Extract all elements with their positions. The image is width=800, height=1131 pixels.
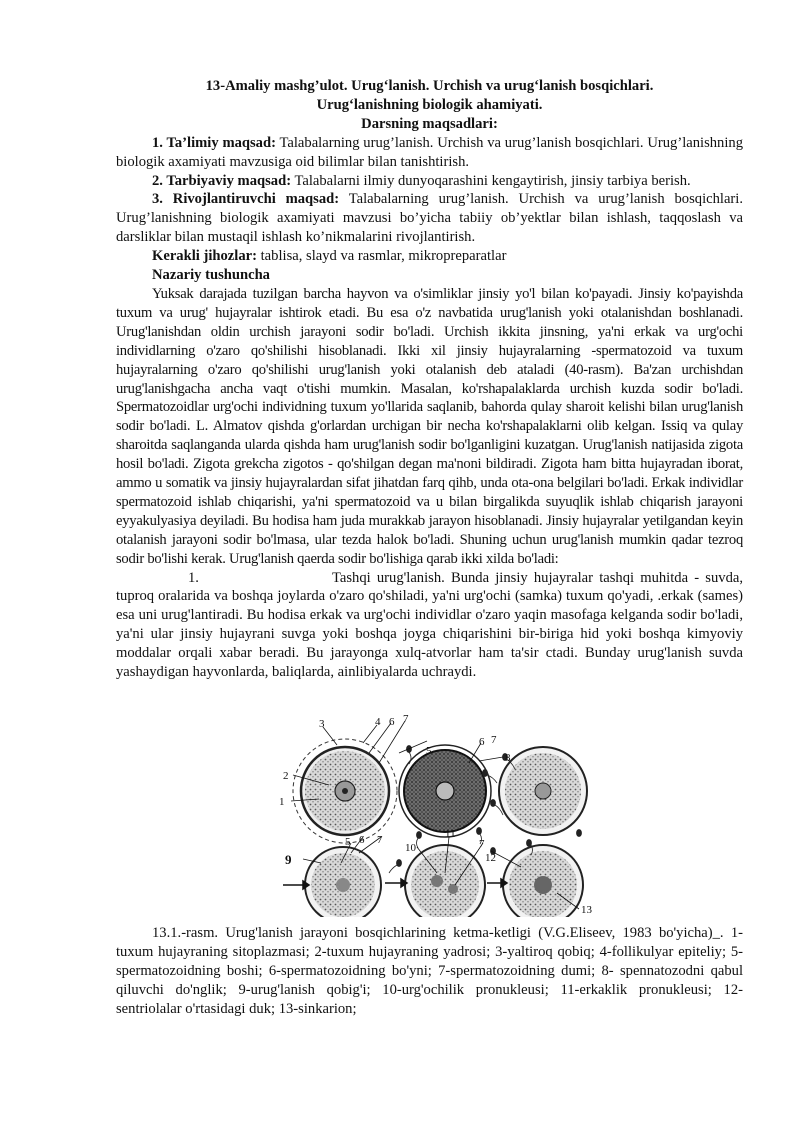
egg-stage-2 — [399, 745, 491, 837]
figure-label: 7 — [491, 734, 497, 746]
figure-label: 5 — [345, 836, 351, 848]
figure-label: 4 — [375, 716, 381, 728]
lesson-subtitle: Urug‘lanishning biologik ahamiyati. — [316, 96, 543, 113]
figure-label: 6 — [479, 736, 485, 748]
figure-label: 7 — [403, 713, 409, 725]
figure-label: 11 — [445, 828, 456, 840]
list-number: 1. — [188, 569, 199, 586]
document-page — [116, 74, 743, 1019]
section-heading: Nazariy tushuncha — [152, 267, 270, 284]
figure-label: 3 — [319, 718, 325, 730]
figure-label: 8 — [505, 752, 511, 764]
goal-text: Talabalarni ilmiy dunyoqarashini kengaytirish, jinsiy tarbiya berish. — [291, 172, 691, 189]
egg-stage-6 — [503, 845, 583, 917]
egg-stage-3 — [499, 747, 587, 835]
figure-label: 7 — [479, 838, 485, 850]
figure-label: 13 — [581, 904, 592, 916]
egg-stage-4 — [305, 847, 381, 917]
goal-text: Talabalarning urug’lanish. Urchish va urug’lanish bosqichlari. Urug’lanishning biologik axamiyati mavzusiga oid bilimlar bilan tanishtirish. — [116, 134, 743, 170]
egg-stage-5 — [405, 845, 485, 917]
theory-paragraph: Yuksak darajada tuzilgan barcha hayvon va o'simliklar jinsiy yo'l bilan ko'payadi. Jinsiy ko'payishda tuxum va urug' hujayralar ishtirok etadi. Bu esa o'z navbatida urug'lanish yoki otalanishdan boshlanadi. Urug'lanishdan oldin urchish jarayoni sodir bo'ladi. Urchish ikkita jinsning, ya'ni erkak va urg'ochi individlarning o'zaro qo'shilishi hisoblanadi. Ikki xil jinsiy hujayralarning -spermatozoid va tuxum hujayralarning o'zaro qo'shilishi urug'lanish yoki otalanish deb ataladi (40-rasm). Ba'zan urchishdan urug'lanishgacha ancha vaqt o'tishi mumkin. Masalan, ko'rshapalaklarda urchish kuzda sodir bo'ladi. Spermatozoidlar urg'ochi individning tuxum yo'llarida saqlanib, bahorda qulay sharoit kelishi bilan urug'lanish sodir bo'ladi. L. Almatov qishda g'orlardan urchigan bir necha ko'rshapalaklarni olib kelgan. Issiq va qulay sharoitda saqlanganda ularda qishda ham urug'lanish sodir bo'lganligini kuzatgan. Urug'lanish natijasida zigota hosil bo'ladi. Zigota grekcha zigotos - qo'shilgan degan ma'noni bildiradi. Zigota ham bitta hujayradan iborat, ammo u somatik va jinsiy hujayralardan sifat jihatdan farq qihb, unda ota-ona belgilari bo'ladi. Erkak individlar spermatozoid ishlab chiqarishi, ya'ni spermatozoid va u bilan birgalikda suyuqlik ishlab chiqarish jarayoni eyyakulyasiya deyiladi. Bu hodisa ham juda murakkab jarayon hisoblanadi. Jinsiy hujayralar yetilgandan keyin otalanish jarayoni sodir bo'lmasa, ular tezda halok bo'ladi. Shuning uchun urug'lanish mumkin qadar tezroq sodir bo'lishi kerak. Urug'lanish qaerda sodir bo'lishiga qarab ikki xilda bo'ladi: — [116, 285, 743, 567]
lesson-title: 13-Amaliy mashg’ulot. Urug‘lanish. Urchish va urug‘lanish bosqichlari. — [205, 78, 654, 94]
figure-label: 6 — [359, 834, 365, 846]
goal-label: 3. Rivojlantiruvchi maqsad: — [152, 191, 340, 208]
goals-heading: Darsning maqsadlari: — [361, 115, 498, 132]
goal-developmental — [116, 190, 743, 247]
goal-label: 2. Tarbiyaviy maqsad: — [152, 172, 292, 189]
figure-label: 9 — [285, 852, 292, 867]
figure-label: 7 — [377, 834, 383, 846]
goal-label: 1. Ta’limiy maqsad: — [152, 134, 276, 151]
figure-label: 1 — [279, 796, 285, 808]
egg-stage-1 — [293, 739, 397, 843]
equipment-label: Kerakli jihozlar: — [152, 248, 257, 265]
fertilization-stages-figure — [279, 713, 597, 917]
goal-text: Talabalarning urug’lanish. Urchish va urug’lanish bosqichlari. Urug’lanishning biologik axamiyati mavzusi bo’yicha tabiiy ob’yektlar bilan ishlash, taqqoslash va darsliklar bilan mustaqil ishlash ko’nikmalarini rivojlantirish. — [116, 191, 743, 246]
figure-label: 6 — [389, 716, 395, 728]
fertilization-diagram — [279, 713, 597, 917]
figure-label: 5 — [426, 745, 432, 757]
list-item-external-fertilization — [116, 569, 743, 682]
list-text: Tashqi urug'lanish. Bunda jinsiy hujayralar tashqi muhitda - suvda, tuproq oralarida va boshqa joylarda o'zaro qo'shiladi, ya'ni urg'ochi (samka) tuxum qo'yadi, .erkak (sames) esa uni urug'lantiradi. Bu hodisa erkak va urg'ochi individlar o'zaro yaqin masofaga kelganda sodir bo'ladi, ya'ni ular jinsiy hujayrani suvga yoki boshqa joyga chiqarishini bir-biriga hid yoki boshqa kimyoviy moddalar orqali xabar beradi. Bu jarayonga xulq-atvorlar ham ta'sir ctadi. Bunday urug'lanish suvda yashaydigan hayvonlarda, baliqlarda, ainlibiyalarda uchraydi. — [116, 569, 743, 681]
equipment-line — [116, 247, 743, 266]
figure-caption: 13.1.-rasm. Urug'lanish jarayoni bosqichlarining ketma-ketligi (V.G.Eliseev, 1983 bo'yicha)_. 1-tuxum hujayraning sitoplazmasi; 2-tuxum hujayraning yadrosi; 3-yaltiroq qobiq; 4-follikulyar epiteliy; 5-spermatozoidning boshi; 6-spermatozoidning bo'yni; 7-spermatozoidning dumi; 8- spennatozodni qabul qiluvchi do'nglik; 9-urug'lanish qobig'i; 10-urg'ochilik pronukleusi; 11-erkaklik pronukleusi; 12-sentriolalar o'rtasidagi duk; 13-sinkarion; — [116, 925, 743, 1017]
figure-label: 12 — [485, 852, 496, 864]
equipment-text: tablisa, slayd va rasmlar, mikropreparatlar — [256, 248, 507, 265]
goal-educational — [116, 134, 743, 172]
goal-upbringing — [116, 172, 743, 191]
figure-label: 10 — [405, 842, 416, 854]
figure-label: 2 — [283, 770, 289, 782]
